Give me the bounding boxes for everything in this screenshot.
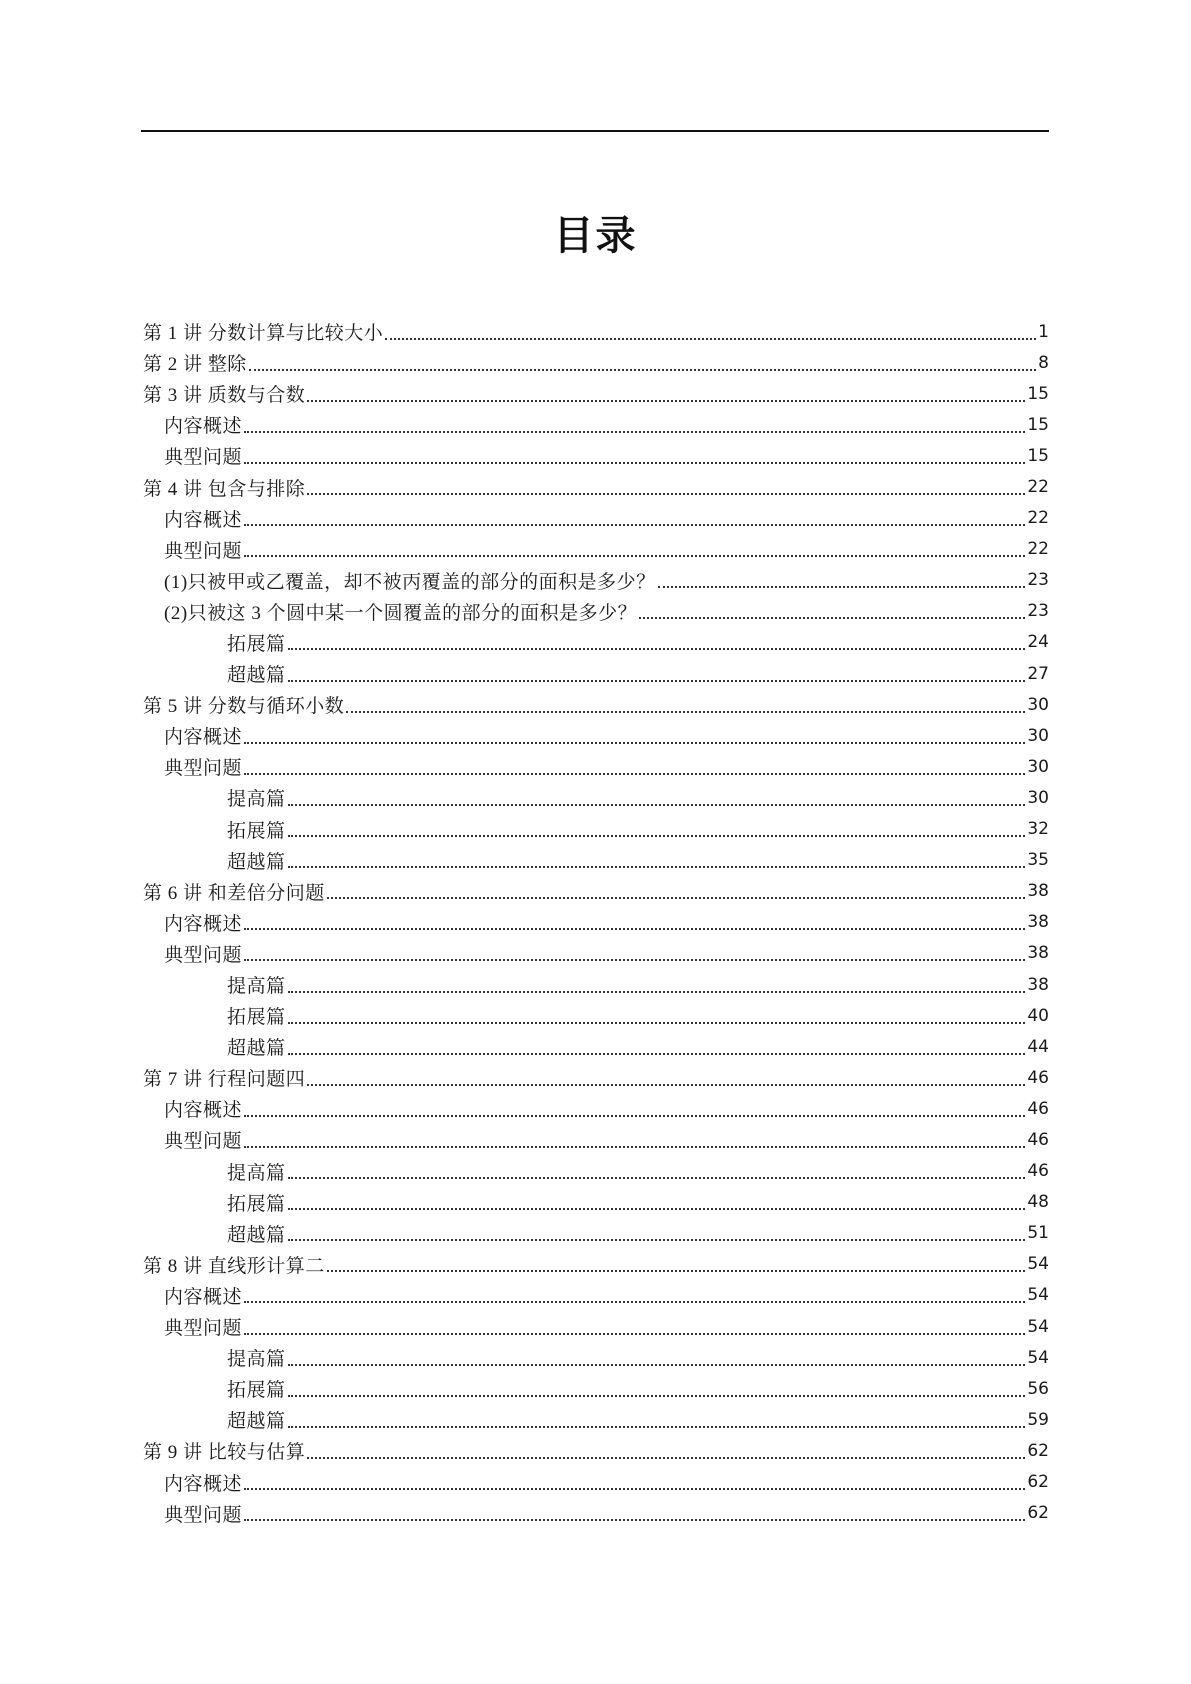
toc-entry-extension[interactable] [141,1187,1049,1218]
toc-entry-text: 提高篇 [227,789,286,811]
toc-entry-typical-problems[interactable] [141,1124,1049,1155]
toc-entry-text: 第 7 讲 行程问题四 [143,1069,306,1091]
toc-entry-lecture-9[interactable] [141,1435,1049,1466]
toc-entry-question-2[interactable] [141,596,1049,627]
toc-entry-text: 拓展篇 [227,820,286,842]
toc-entry-page: 38 [1027,881,1049,902]
toc-entry-typical-problems[interactable] [141,1498,1049,1529]
toc-entry-page: 24 [1027,632,1049,653]
toc-entry-text: 拓展篇 [227,1193,286,1215]
toc-entry-page: 30 [1027,694,1049,715]
toc-entry-page: 51 [1027,1223,1049,1244]
toc-entry-text: 提高篇 [227,976,286,998]
toc-entry-text: 拓展篇 [227,633,286,655]
toc-entry-lecture-1[interactable] [141,316,1049,347]
toc-entry-improvement[interactable] [141,1342,1049,1373]
toc-entry-text: 超越篇 [227,665,286,687]
toc-entry-page: 44 [1027,1036,1049,1057]
toc-entry-text: 典型问题 [164,1504,243,1526]
dot-leader [327,897,1026,899]
toc-entry-overview[interactable] [141,409,1049,440]
toc-entry-page: 46 [1027,1098,1049,1119]
toc-entry-page: 38 [1027,912,1049,933]
toc-entry-lecture-5[interactable] [141,689,1049,720]
toc-entry-text: 超越篇 [227,851,286,873]
toc-title: 目录 [553,212,638,259]
toc-entry-text: 提高篇 [227,1162,286,1184]
toc-entry-page: 46 [1027,1161,1049,1182]
toc-entry-page: 30 [1027,787,1049,808]
dot-leader [288,1208,1026,1210]
toc-entry-question-1[interactable] [141,565,1049,596]
toc-entry-text: 典型问题 [164,447,243,469]
toc-entry-page: 56 [1027,1378,1049,1399]
toc-entry-overview[interactable] [141,720,1049,751]
toc-entry-text: 提高篇 [227,1349,286,1371]
toc-entry-page: 30 [1027,756,1049,777]
toc-entry-improvement[interactable] [141,782,1049,813]
toc-entry-overview[interactable] [141,1093,1049,1124]
dot-leader [244,1333,1025,1335]
toc-entry-page: 40 [1027,1005,1049,1026]
toc-entry-extension[interactable] [141,814,1049,845]
dot-leader [288,1053,1026,1055]
toc-entry-lecture-4[interactable] [141,471,1049,502]
dot-leader [288,991,1026,993]
toc-entry-page: 23 [1027,601,1049,622]
toc-entry-text: 第 1 讲 分数计算与比较大小 [143,323,384,345]
toc-entry-text: (2)只被这 3 个圆中某一个圆覆盖的部分的面积是多少？ [164,602,638,624]
dot-leader [288,1022,1026,1024]
dot-leader [288,804,1026,806]
toc-entry-text: 内容概述 [164,1473,243,1495]
table-of-contents [141,316,1049,1529]
toc-entry-extension[interactable] [141,1000,1049,1031]
toc-entry-page: 38 [1027,943,1049,964]
header-rule [141,130,1049,132]
toc-entry-page: 54 [1027,1347,1049,1368]
toc-entry-page: 62 [1027,1503,1049,1524]
toc-entry-page: 15 [1027,445,1049,466]
dot-leader [244,1519,1025,1521]
toc-entry-page: 1 [1038,321,1049,342]
dot-leader [244,1488,1025,1490]
toc-entry-page: 32 [1027,819,1049,840]
toc-entry-text: 拓展篇 [227,1380,286,1402]
toc-entry-page: 59 [1027,1409,1049,1430]
dot-leader [385,338,1036,340]
toc-entry-text: 典型问题 [164,1131,243,1153]
toc-entry-improvement[interactable] [141,969,1049,1000]
toc-entry-extension[interactable] [141,627,1049,658]
toc-entry-page: 27 [1027,663,1049,684]
toc-entry-typical-problems[interactable] [141,938,1049,969]
toc-entry-lecture-3[interactable] [141,378,1049,409]
dot-leader [244,462,1025,464]
dot-leader [346,711,1025,713]
dot-leader [288,835,1026,837]
dot-leader [288,1239,1026,1241]
toc-entry-page: 54 [1027,1254,1049,1275]
dot-leader [288,680,1026,682]
toc-entry-text: 内容概述 [164,1286,243,1308]
toc-entry-page: 22 [1027,477,1049,498]
toc-entry-text: 典型问题 [164,758,243,780]
toc-entry-page: 62 [1027,1440,1049,1461]
dot-leader [244,928,1025,930]
toc-entry-text: (1)只被甲或乙覆盖，却不被丙覆盖的部分的面积是多少？ [164,571,656,593]
toc-entry-text: 超越篇 [227,1411,286,1433]
dot-leader [307,400,1025,402]
toc-entry-advanced[interactable] [141,845,1049,876]
toc-entry-page: 46 [1027,1129,1049,1150]
toc-entry-lecture-7[interactable] [141,1062,1049,1093]
toc-entry-text: 超越篇 [227,1224,286,1246]
toc-entry-text: 第 6 讲 和差倍分问题 [143,882,325,904]
dot-leader [244,742,1025,744]
dot-leader [327,1270,1026,1272]
dot-leader [244,524,1025,526]
toc-entry-overview[interactable] [141,1280,1049,1311]
toc-entry-typical-problems[interactable] [141,751,1049,782]
dot-leader [249,369,1036,371]
toc-entry-text: 第 9 讲 比较与估算 [143,1442,306,1464]
dot-leader [244,1115,1025,1117]
dot-leader [307,1084,1025,1086]
dot-leader [244,555,1025,557]
dot-leader [288,1426,1026,1428]
toc-entry-page: 22 [1027,508,1049,529]
toc-entry-text: 内容概述 [164,727,243,749]
dot-leader [244,1146,1025,1148]
dot-leader [288,648,1026,650]
toc-entry-lecture-6[interactable] [141,876,1049,907]
toc-entry-text: 超越篇 [227,1038,286,1060]
toc-entry-overview[interactable] [141,503,1049,534]
toc-entry-text: 拓展篇 [227,1007,286,1029]
toc-entry-overview[interactable] [141,1466,1049,1497]
dot-leader [658,586,1026,588]
dot-leader [288,1364,1026,1366]
toc-entry-advanced[interactable] [141,658,1049,689]
toc-entry-typical-problems[interactable] [141,534,1049,565]
toc-entry-page: 54 [1027,1285,1049,1306]
toc-entry-page: 30 [1027,725,1049,746]
toc-entry-page: 22 [1027,539,1049,560]
dot-leader [307,1457,1025,1459]
toc-entry-lecture-8[interactable] [141,1249,1049,1280]
dot-leader [288,866,1026,868]
toc-entry-advanced[interactable] [141,1218,1049,1249]
toc-entry-page: 23 [1027,570,1049,591]
toc-entry-page: 15 [1027,383,1049,404]
dot-leader [244,773,1025,775]
toc-entry-extension[interactable] [141,1373,1049,1404]
toc-entry-text: 内容概述 [164,416,243,438]
toc-entry-lecture-2[interactable] [141,347,1049,378]
dot-leader [307,493,1025,495]
toc-entry-page: 15 [1027,414,1049,435]
toc-entry-text: 典型问题 [164,540,243,562]
toc-entry-advanced[interactable] [141,1404,1049,1435]
dot-leader [244,431,1025,433]
toc-entry-page: 62 [1027,1472,1049,1493]
dot-leader [244,1301,1025,1303]
toc-entry-text: 典型问题 [164,1318,243,1340]
toc-entry-overview[interactable] [141,907,1049,938]
dot-leader [244,959,1025,961]
toc-entry-page: 54 [1027,1316,1049,1337]
toc-entry-text: 内容概述 [164,913,243,935]
toc-entry-advanced[interactable] [141,1031,1049,1062]
toc-entry-typical-problems[interactable] [141,1311,1049,1342]
toc-entry-improvement[interactable] [141,1156,1049,1187]
toc-entry-page: 35 [1027,850,1049,871]
toc-entry-text: 第 8 讲 直线形计算二 [143,1255,325,1277]
toc-entry-text: 第 4 讲 包含与排除 [143,478,306,500]
toc-entry-page: 8 [1038,352,1049,373]
dot-leader [639,617,1025,619]
toc-entry-page: 38 [1027,974,1049,995]
dot-leader [288,1395,1026,1397]
toc-entry-text: 内容概述 [164,1100,243,1122]
toc-entry-text: 典型问题 [164,944,243,966]
toc-entry-text: 第 2 讲 整除 [143,354,247,376]
toc-entry-text: 第 5 讲 分数与循环小数 [143,696,345,718]
dot-leader [288,1177,1026,1179]
toc-entry-text: 第 3 讲 质数与合数 [143,385,306,407]
toc-entry-text: 内容概述 [164,509,243,531]
toc-entry-page: 48 [1027,1192,1049,1213]
toc-entry-typical-problems[interactable] [141,440,1049,471]
toc-entry-page: 46 [1027,1067,1049,1088]
